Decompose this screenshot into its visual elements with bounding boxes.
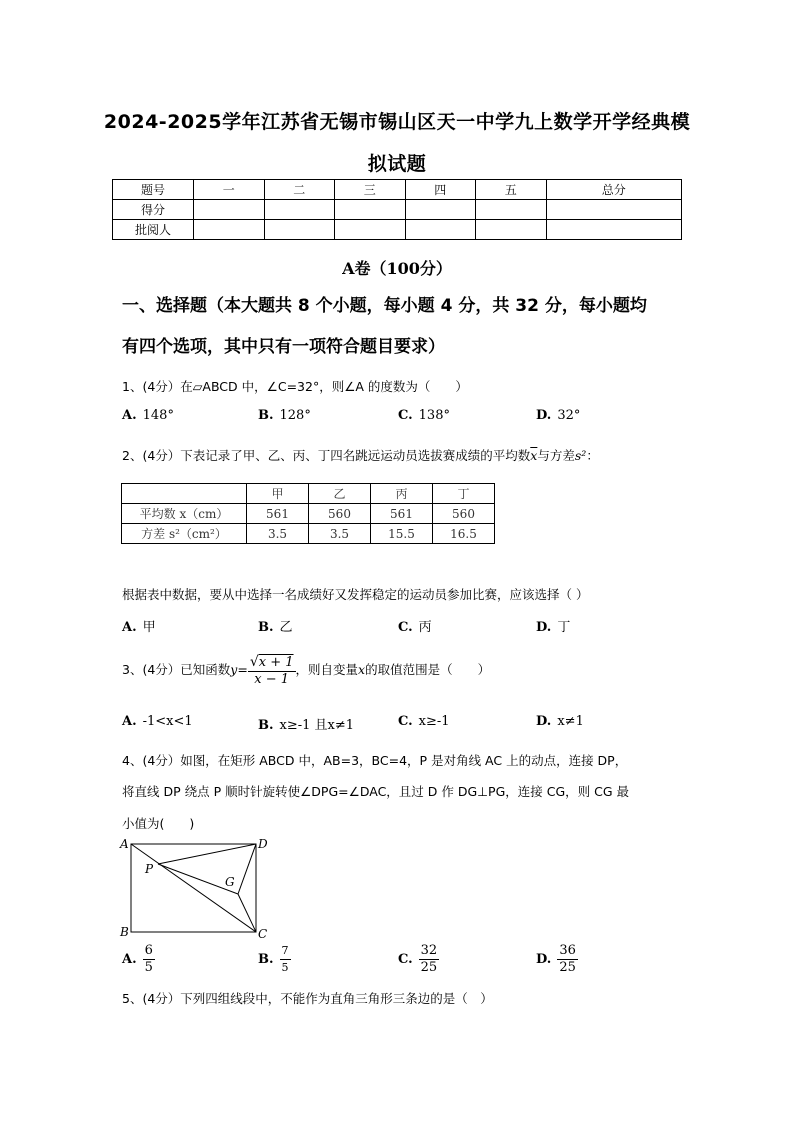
question-1: 1、(4分）在▱ABCD 中，∠C=32°，则∠A 的度数为（ ） [122, 379, 468, 394]
label-a: A [120, 837, 129, 851]
q1-option-d: D. 32° [536, 408, 581, 423]
stats-header: 甲 [247, 484, 309, 504]
score-row-label: 批阅人 [113, 220, 194, 240]
part-heading-line: 一、选择题（本大题共 8 个小题，每小题 4 分，共 32 分，每小题均 [122, 296, 647, 316]
question-2-followup: 根据表中数据，要从中选择一名成绩好又发挥稳定的运动员参加比赛，应该选择（ ） [122, 587, 589, 602]
part-heading-line: 有四个选项，其中只有一项符合题目要求） [122, 337, 445, 357]
score-cell [405, 200, 476, 220]
label-b: B [120, 925, 129, 939]
q4-option-d: D. $\frac{36}{25}$ [536, 943, 576, 975]
page-title-cont: 拟试题 [367, 153, 427, 175]
stats-header: 乙 [309, 484, 371, 504]
question-5: 5、(4分）下列四组线段中，不能作为直角三角形三条边的是（ ） [122, 991, 493, 1006]
score-col-header: 五 [476, 180, 547, 200]
score-cell [264, 200, 335, 220]
score-table [112, 179, 682, 240]
q3-option-b: B. x≥-1 且x≠1 [258, 718, 355, 733]
stats-row-label: 平均数 x（cm） [122, 504, 247, 524]
q2-option-b: B. 乙 [258, 620, 293, 635]
label-c: C [258, 927, 268, 941]
stats-cell: 561 [247, 504, 309, 524]
question-4-line3: 小值为( ) [122, 816, 195, 831]
score-cell [546, 220, 682, 240]
q3-option-c: C. x≥-1 [398, 714, 450, 729]
xbar-symbol: $\overline{x}$ [530, 448, 538, 463]
stats-table [121, 483, 495, 544]
q4-option-a: A. $\frac{6}{5}$ [122, 943, 153, 975]
stats-header [122, 484, 247, 504]
question-2: 2、(4分）下表记录了甲、乙、丙、丁四名跳远运动员选拔赛成绩的平均数$\overline{x}$与方差s²： [122, 448, 599, 463]
rectangle-figure [112, 832, 282, 944]
s2-symbol: s² [574, 448, 587, 463]
label-p: P [145, 862, 154, 876]
label-g: G [225, 875, 235, 889]
part-heading [122, 286, 682, 368]
stats-cell: 3.5 [247, 524, 309, 544]
q2-option-c: C. 丙 [398, 620, 432, 635]
stats-cell: 3.5 [309, 524, 371, 544]
score-col-header: 一 [194, 180, 265, 200]
q4-option-b: B. $\frac{7}{5}$ [258, 944, 289, 974]
segment-pd [158, 844, 256, 864]
score-col-header: 二 [264, 180, 335, 200]
score-cell [476, 220, 547, 240]
question-4-line1: 4、(4分）如图，在矩形 ABCD 中，AB=3，BC=4，P 是对角线 AC 上的动点，连接 DP， [122, 753, 628, 768]
score-cell [476, 200, 547, 220]
q2-option-d: D. 丁 [536, 620, 571, 635]
q4-option-c: C. $\frac{32}{25}$ [398, 943, 438, 975]
stats-cell: 16.5 [433, 524, 495, 544]
score-col-header: 总分 [546, 180, 682, 200]
q1-option-b: B. 128° [258, 408, 311, 423]
score-col-header: 题号 [113, 180, 194, 200]
stats-row-label: 方差 s²（cm²） [122, 524, 247, 544]
stats-cell: 560 [433, 504, 495, 524]
question-4-line2: 将直线 DP 绕点 P 顺时针旋转使∠DPG=∠DAC，且过 D 作 DG⊥PG，连接 CG，则 CG 最 [122, 784, 630, 799]
score-cell [194, 220, 265, 240]
stats-header: 丁 [433, 484, 495, 504]
q1-option-c: C. 138° [398, 408, 450, 423]
q3-option-d: D. x≠1 [536, 714, 584, 729]
section-title: A卷（100分） [342, 259, 452, 278]
q2-option-a: A. 甲 [122, 620, 156, 635]
stats-header: 丙 [371, 484, 433, 504]
stats-cell: 560 [309, 504, 371, 524]
score-cell [335, 220, 406, 240]
score-cell [335, 200, 406, 220]
score-cell [405, 220, 476, 240]
q1-option-a: A. 148° [122, 408, 174, 423]
stats-cell: 561 [371, 504, 433, 524]
question-3: 3、(4分）已知函数y= $\frac{√x + 1}{x - 1}$ ，则自变量x的取值范围是（ ） [122, 653, 491, 687]
score-cell [546, 200, 682, 220]
score-row-label: 得分 [113, 200, 194, 220]
page-title: 2024-2025学年江苏省无锡市锡山区天一中学九上数学开学经典模 [103, 111, 691, 133]
score-cell [264, 220, 335, 240]
score-col-header: 四 [405, 180, 476, 200]
score-col-header: 三 [335, 180, 406, 200]
segment-dg [238, 844, 256, 894]
score-cell [194, 200, 265, 220]
q3-option-a: A. -1<x<1 [122, 714, 193, 729]
label-d: D [258, 837, 268, 851]
stats-cell: 15.5 [371, 524, 433, 544]
function-fraction: $\frac{√x + 1}{x - 1}$ [249, 653, 294, 687]
segment-cg [238, 894, 256, 932]
